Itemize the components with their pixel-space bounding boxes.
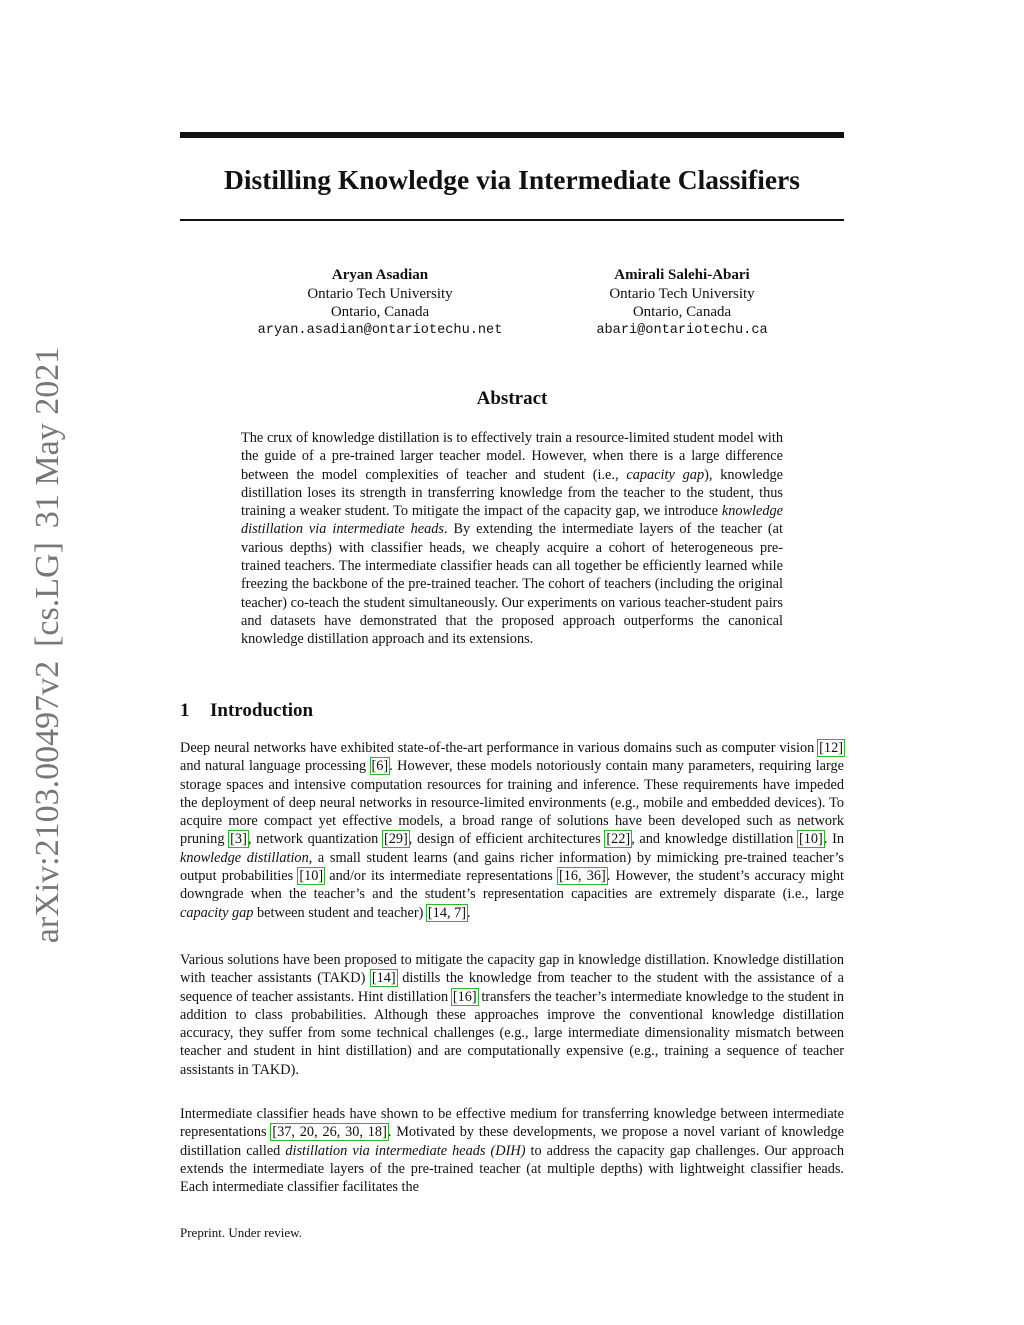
- citation-link[interactable]: [29]: [383, 831, 408, 848]
- body-text: The crux of knowledge distillation is to effectively train a resource-limited student model with the guide of a pre-trained larger teacher model. However, when there is a large difference between the model complexities of teacher and student (i.e.,: [241, 430, 783, 483]
- author-location: Ontario, Canada: [330, 304, 430, 320]
- citation-link[interactable]: [16]: [452, 988, 477, 1005]
- citation-link[interactable]: [37, 20, 26, 30, 18]: [272, 1124, 387, 1141]
- author-name: Aryan Asadian: [331, 267, 429, 283]
- body-text: . By extending the intermediate layers of the teacher (at various depths) with classifier heads, we cheaply acquire a cohort of heterogeneous pre-trained teachers. The intermediate classifier heads can all together be efficiently learned while freezing the backbone of the pre-trained teacher. The cohort of teachers (including the original teacher) co-teach the student simultaneously. Our experiments on various teacher-student pairs and datasets have demonstrated that the proposed approach outperforms the canonical knowledge distillation approach and its extensions.: [241, 521, 784, 648]
- citation-link[interactable]: [10]: [799, 831, 823, 848]
- body-text: . However, the student’s accuracy might downgrade when the teacher’s and the student’s representation capacities are extremely disparate (i.e., large: [180, 868, 844, 903]
- author-location: Ontario, Canada: [632, 304, 732, 320]
- intro-paragraph-2: [180, 951, 844, 1079]
- emphasis-text: knowledge distillation: [180, 849, 309, 866]
- arxiv-date: 31 May 2021: [29, 346, 66, 529]
- emphasis-text: knowledge distillation via intermediate heads: [241, 503, 783, 538]
- emphasis-text: capacity gap: [180, 904, 254, 921]
- author-affiliation: Ontario Tech University: [609, 285, 755, 302]
- body-text: . However, these models notoriously contain many parameters, requiring large storage spaces and intensive computation resources for training and inference. These requirements have impeded the deployment of deep neural networks in resource-limited environments (e.g., mobile and embedded devices). To acquire more compact yet effective models, a broad range of solutions have been developed such as network pruning: [180, 758, 845, 848]
- citation-link[interactable]: [10]: [299, 868, 324, 885]
- body-text: distills the knowledge from teacher to the student with the assistance of a sequence of teacher assistants. Hint distillation: [180, 970, 845, 1005]
- author-block-1: [230, 266, 530, 340]
- body-text: Deep neural networks have exhibited state-of-the-art performance in various domains such as computer vision: [180, 740, 819, 756]
- abstract-text: [241, 429, 783, 649]
- section-number: 1: [180, 700, 190, 721]
- body-text: and natural language processing: [180, 758, 371, 775]
- preprint-footer: Preprint. Under review.: [180, 1225, 302, 1240]
- author-block-2: [562, 266, 802, 340]
- citation-link[interactable]: [14, 7]: [427, 904, 467, 921]
- emphasis-text: distillation via intermediate heads (DIH): [285, 1142, 526, 1159]
- citation-link[interactable]: [22]: [606, 831, 631, 848]
- body-text: between student and teacher): [253, 904, 427, 921]
- section-heading-introduction: [180, 700, 313, 722]
- body-text: . In: [823, 831, 844, 848]
- author-affiliation: Ontario Tech University: [307, 285, 453, 302]
- intro-paragraph-1: [180, 739, 844, 922]
- citation-link[interactable]: [6]: [371, 758, 389, 775]
- body-text: .: [467, 904, 471, 921]
- body-text: and/or its intermediate representations: [324, 868, 558, 885]
- intro-paragraph-3: [180, 1105, 844, 1196]
- citation-link[interactable]: [12]: [819, 740, 843, 756]
- body-text: , network quantization: [247, 831, 383, 848]
- body-text: , a small student learns (and gains richer information) by mimicking pre-trained teacher’s output probabilities: [180, 849, 844, 885]
- body-text: Intermediate classifier heads have shown to be effective medium for transferring knowledge between intermediate representations: [180, 1106, 844, 1141]
- paper-title: Distilling Knowledge via Intermediate Classifiers: [224, 164, 800, 195]
- author-name: Amirali Salehi-Abari: [614, 267, 750, 283]
- body-text: to address the capacity gap challenges. Our approach extends the intermediate layers of the pre-trained teacher (at multiple depths) with lightweight classifier heads. Each intermediate classifier facilitates the: [180, 1142, 844, 1196]
- emphasis-text: capacity gap: [626, 466, 705, 483]
- body-text: , design of efficient architectures: [408, 831, 606, 848]
- body-text: ), knowledge distillation loses its strength in transferring knowledge from the teacher to the student, thus training a weaker student. To mitigate the impact of the capacity gap, we introduce: [241, 466, 783, 520]
- title-top-rule: [180, 132, 844, 138]
- citation-link[interactable]: [14]: [371, 970, 396, 987]
- abstract-heading: Abstract: [476, 388, 548, 409]
- author-email[interactable]: aryan.asadian@ontariotechu.net: [257, 322, 503, 338]
- citation-link[interactable]: [16, 36]: [558, 868, 606, 885]
- title-bottom-rule: [180, 219, 844, 221]
- citation-link[interactable]: [3]: [230, 831, 247, 848]
- body-text: transfers the teacher’s intermediate knowledge to the student in addition to class probabilities. Although these approaches improve the conventional knowledge distillation accuracy, they suffer from some technical challenges (e.g., large intermediate dimensionality mismatch between teacher and student in hint distillation) and are computationally expensive (e.g., training a sequence of teacher assistants in TAKD).: [180, 988, 844, 1078]
- body-text: Various solutions have been proposed to mitigate the capacity gap in knowledge distillation. Knowledge distillation with teacher assistants (TAKD): [180, 952, 844, 987]
- arxiv-category: [cs.LG]: [29, 542, 66, 647]
- body-text: , and knowledge distillation: [631, 831, 798, 848]
- author-email[interactable]: abari@ontariotechu.ca: [596, 322, 768, 338]
- section-title: Introduction: [210, 700, 314, 721]
- arxiv-side-label: [28, 335, 68, 955]
- body-text: . Motivated by these developments, we propose a novel variant of knowledge distillation called: [180, 1124, 844, 1159]
- arxiv-id: arXiv:2103.00497v2: [29, 660, 66, 944]
